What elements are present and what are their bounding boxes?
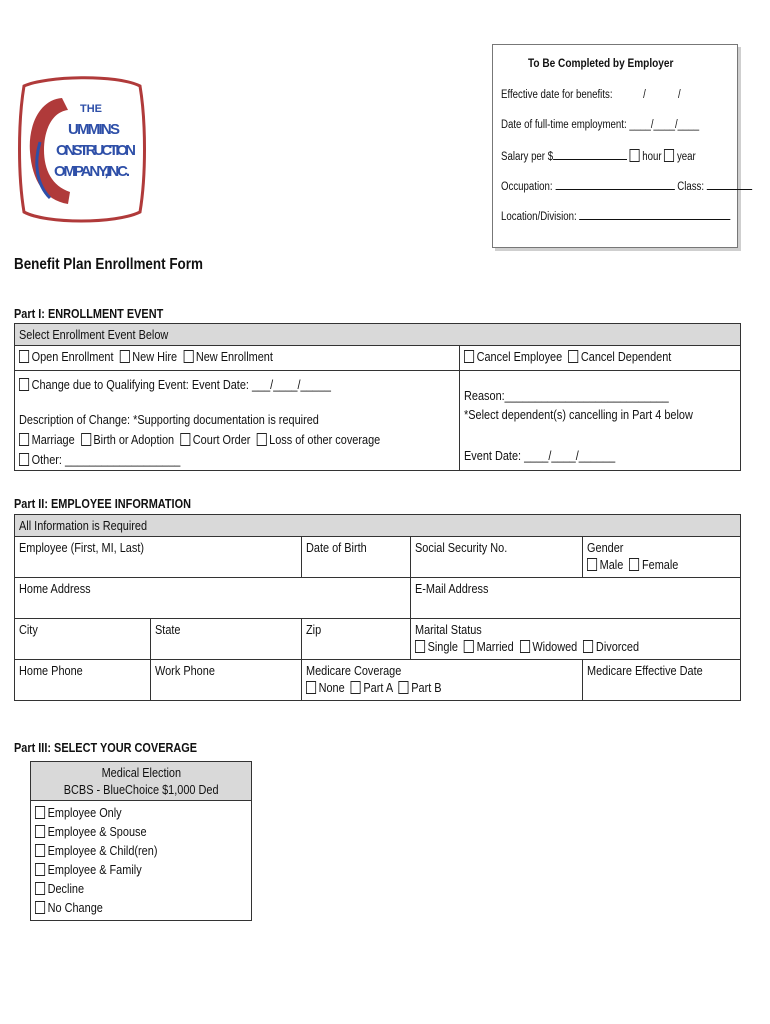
city-label: City — [19, 622, 38, 637]
hour-label: hour — [642, 151, 662, 163]
no-change-label: No Change — [47, 900, 103, 915]
salary-row — [501, 149, 733, 163]
open-enrollment-label: Open Enrollment — [31, 349, 114, 364]
medicare-part-a-checkbox[interactable] — [351, 681, 361, 694]
divorced-label: Divorced — [595, 639, 639, 654]
part2-table — [14, 514, 741, 701]
part1-table — [14, 323, 741, 471]
email-label: E-Mail Address — [414, 581, 489, 596]
reason-field[interactable]: Reason:___________________________ — [463, 388, 669, 403]
employee-name-cell[interactable] — [15, 537, 302, 578]
medicare-part-b-label: Part B — [411, 680, 442, 695]
new-enrollment-checkbox[interactable] — [183, 350, 193, 363]
part2-title: Part II: EMPLOYEE INFORMATION — [14, 496, 191, 511]
part2-header: All Information is Required — [15, 515, 741, 537]
employee-spouse-checkbox[interactable] — [35, 825, 45, 838]
married-label: Married — [476, 639, 514, 654]
dob-label: Date of Birth — [305, 540, 367, 555]
ssn-label: Social Security No. — [414, 540, 508, 555]
open-enrollment-checkbox[interactable] — [19, 350, 29, 363]
divorced-checkbox[interactable] — [583, 640, 593, 653]
ssn-cell[interactable] — [410, 537, 582, 578]
court-order-label: Court Order — [192, 432, 251, 447]
full-time-date-field[interactable]: ____/____/____ — [629, 119, 700, 131]
loss-coverage-label: Loss of other coverage — [269, 432, 381, 447]
location-row — [501, 209, 770, 223]
home-address-label: Home Address — [19, 581, 91, 596]
employee-family-checkbox[interactable] — [35, 863, 45, 876]
single-checkbox[interactable] — [415, 640, 425, 653]
enrollment-type-cell — [15, 346, 460, 371]
company-logo — [16, 72, 148, 226]
loss-coverage-checkbox[interactable] — [257, 433, 267, 446]
female-checkbox[interactable] — [629, 558, 639, 571]
birth-adoption-checkbox[interactable] — [81, 433, 91, 446]
qualifying-event-checkbox[interactable] — [19, 378, 29, 391]
effective-date-label: Effective date for benefits: — [501, 89, 613, 101]
new-hire-checkbox[interactable] — [120, 350, 130, 363]
other-field[interactable]: Other: ___________________ — [31, 452, 181, 467]
other-checkbox[interactable] — [19, 453, 29, 466]
widowed-label: Widowed — [532, 639, 578, 654]
logo-line-3: ONSTRUCTION — [56, 142, 136, 159]
qualifying-event-cell — [15, 371, 460, 471]
cancel-employee-label: Cancel Employee — [476, 349, 562, 364]
female-label: Female — [641, 557, 679, 572]
state-label: State — [155, 622, 181, 637]
select-dependent-note: *Select dependent(s) cancelling in Part 4 below — [463, 407, 693, 422]
form-title: Benefit Plan Enrollment Form — [14, 256, 203, 273]
medical-election-header — [31, 762, 252, 801]
employee-name-label: Employee (First, MI, Last) — [19, 540, 145, 555]
cancel-dependent-label: Cancel Dependent — [580, 349, 671, 364]
medical-election-title: Medical Election — [101, 765, 181, 780]
medicare-none-label: None — [318, 680, 345, 695]
widowed-checkbox[interactable] — [520, 640, 530, 653]
gender-label: Gender — [586, 540, 624, 555]
birth-adoption-label: Birth or Adoption — [93, 432, 175, 447]
employee-children-checkbox[interactable] — [35, 844, 45, 857]
effective-date-separator-2: / — [678, 89, 681, 101]
email-cell[interactable] — [410, 578, 740, 619]
single-label: Single — [427, 639, 458, 654]
event-date-field[interactable]: Event Date: ____/____/______ — [463, 448, 615, 463]
salary-field[interactable] — [553, 149, 627, 160]
employer-box — [492, 44, 738, 248]
decline-label: Decline — [47, 881, 85, 896]
coverage-options-cell — [31, 801, 252, 921]
employee-children-label: Employee & Child(ren) — [47, 843, 158, 858]
year-checkbox[interactable] — [664, 149, 674, 162]
effective-date-row — [501, 89, 715, 101]
medical-plan-name: BCBS - BlueChoice $1,000 Ded — [63, 782, 219, 797]
hour-checkbox[interactable] — [630, 149, 640, 162]
cancel-employee-checkbox[interactable] — [464, 350, 474, 363]
location-field[interactable] — [579, 209, 730, 220]
work-phone-cell[interactable] — [151, 660, 302, 701]
employer-box-title: To Be Completed by Employer — [528, 56, 674, 70]
part3-table — [30, 761, 252, 921]
zip-cell[interactable] — [301, 619, 410, 660]
class-field[interactable] — [707, 179, 752, 190]
part1-header: Select Enrollment Event Below — [15, 324, 741, 346]
marital-status-cell — [410, 619, 740, 660]
part1-title: Part I: ENROLLMENT EVENT — [14, 306, 164, 321]
medicare-date-label: Medicare Effective Date — [586, 663, 703, 678]
logo-line-4: OMPANY,INC. — [54, 163, 130, 180]
salary-label: Salary per $ — [501, 151, 554, 163]
employee-only-checkbox[interactable] — [35, 806, 45, 819]
part3-title: Part III: SELECT YOUR COVERAGE — [14, 740, 198, 755]
marriage-label: Marriage — [31, 432, 75, 447]
gender-cell — [582, 537, 740, 578]
logo-line-1: THE — [80, 103, 102, 115]
medicare-none-checkbox[interactable] — [306, 681, 316, 694]
home-address-cell[interactable] — [15, 578, 411, 619]
dob-cell[interactable] — [301, 537, 410, 578]
married-checkbox[interactable] — [464, 640, 474, 653]
state-cell[interactable] — [151, 619, 302, 660]
qualifying-event-label: Change due to Qualifying Event: Event Date: ___/____/_____ — [31, 377, 331, 392]
decline-checkbox[interactable] — [35, 882, 45, 895]
male-checkbox[interactable] — [587, 558, 597, 571]
court-order-checkbox[interactable] — [180, 433, 190, 446]
no-change-checkbox[interactable] — [35, 901, 45, 914]
cancel-reason-cell — [459, 371, 740, 471]
employee-spouse-label: Employee & Spouse — [47, 824, 147, 839]
medicare-part-b-checkbox[interactable] — [398, 681, 408, 694]
occupation-row — [501, 179, 770, 193]
full-time-row — [501, 119, 737, 131]
home-phone-label: Home Phone — [19, 663, 83, 678]
employee-only-label: Employee Only — [47, 805, 122, 820]
medicare-date-cell[interactable] — [582, 660, 740, 701]
class-label: Class: — [677, 181, 705, 193]
effective-date-separator-1: / — [643, 89, 646, 101]
description-of-change: Description of Change: *Supporting documentation is required — [19, 412, 319, 427]
marriage-checkbox[interactable] — [19, 433, 29, 446]
medicare-coverage-label: Medicare Coverage — [305, 663, 402, 678]
new-hire-label: New Hire — [132, 349, 178, 364]
location-label: Location/Division: — [501, 211, 577, 223]
logo-graphic — [16, 72, 148, 226]
employee-family-label: Employee & Family — [47, 862, 142, 877]
work-phone-label: Work Phone — [155, 663, 215, 678]
cancel-type-cell — [459, 346, 740, 371]
new-enrollment-label: New Enrollment — [195, 349, 273, 364]
medicare-coverage-cell — [301, 660, 582, 701]
logo-line-2: UMMINS — [68, 121, 120, 138]
full-time-label: Date of full-time employment: — [501, 119, 627, 131]
medicare-part-a-label: Part A — [363, 680, 393, 695]
occupation-label: Occupation: — [501, 181, 553, 193]
cancel-dependent-checkbox[interactable] — [568, 350, 578, 363]
occupation-field[interactable] — [555, 179, 674, 190]
marital-status-label: Marital Status — [414, 622, 482, 637]
year-label: year — [676, 151, 696, 163]
city-cell[interactable] — [15, 619, 151, 660]
male-label: Male — [599, 557, 624, 572]
home-phone-cell[interactable] — [15, 660, 151, 701]
zip-label: Zip — [305, 622, 322, 637]
